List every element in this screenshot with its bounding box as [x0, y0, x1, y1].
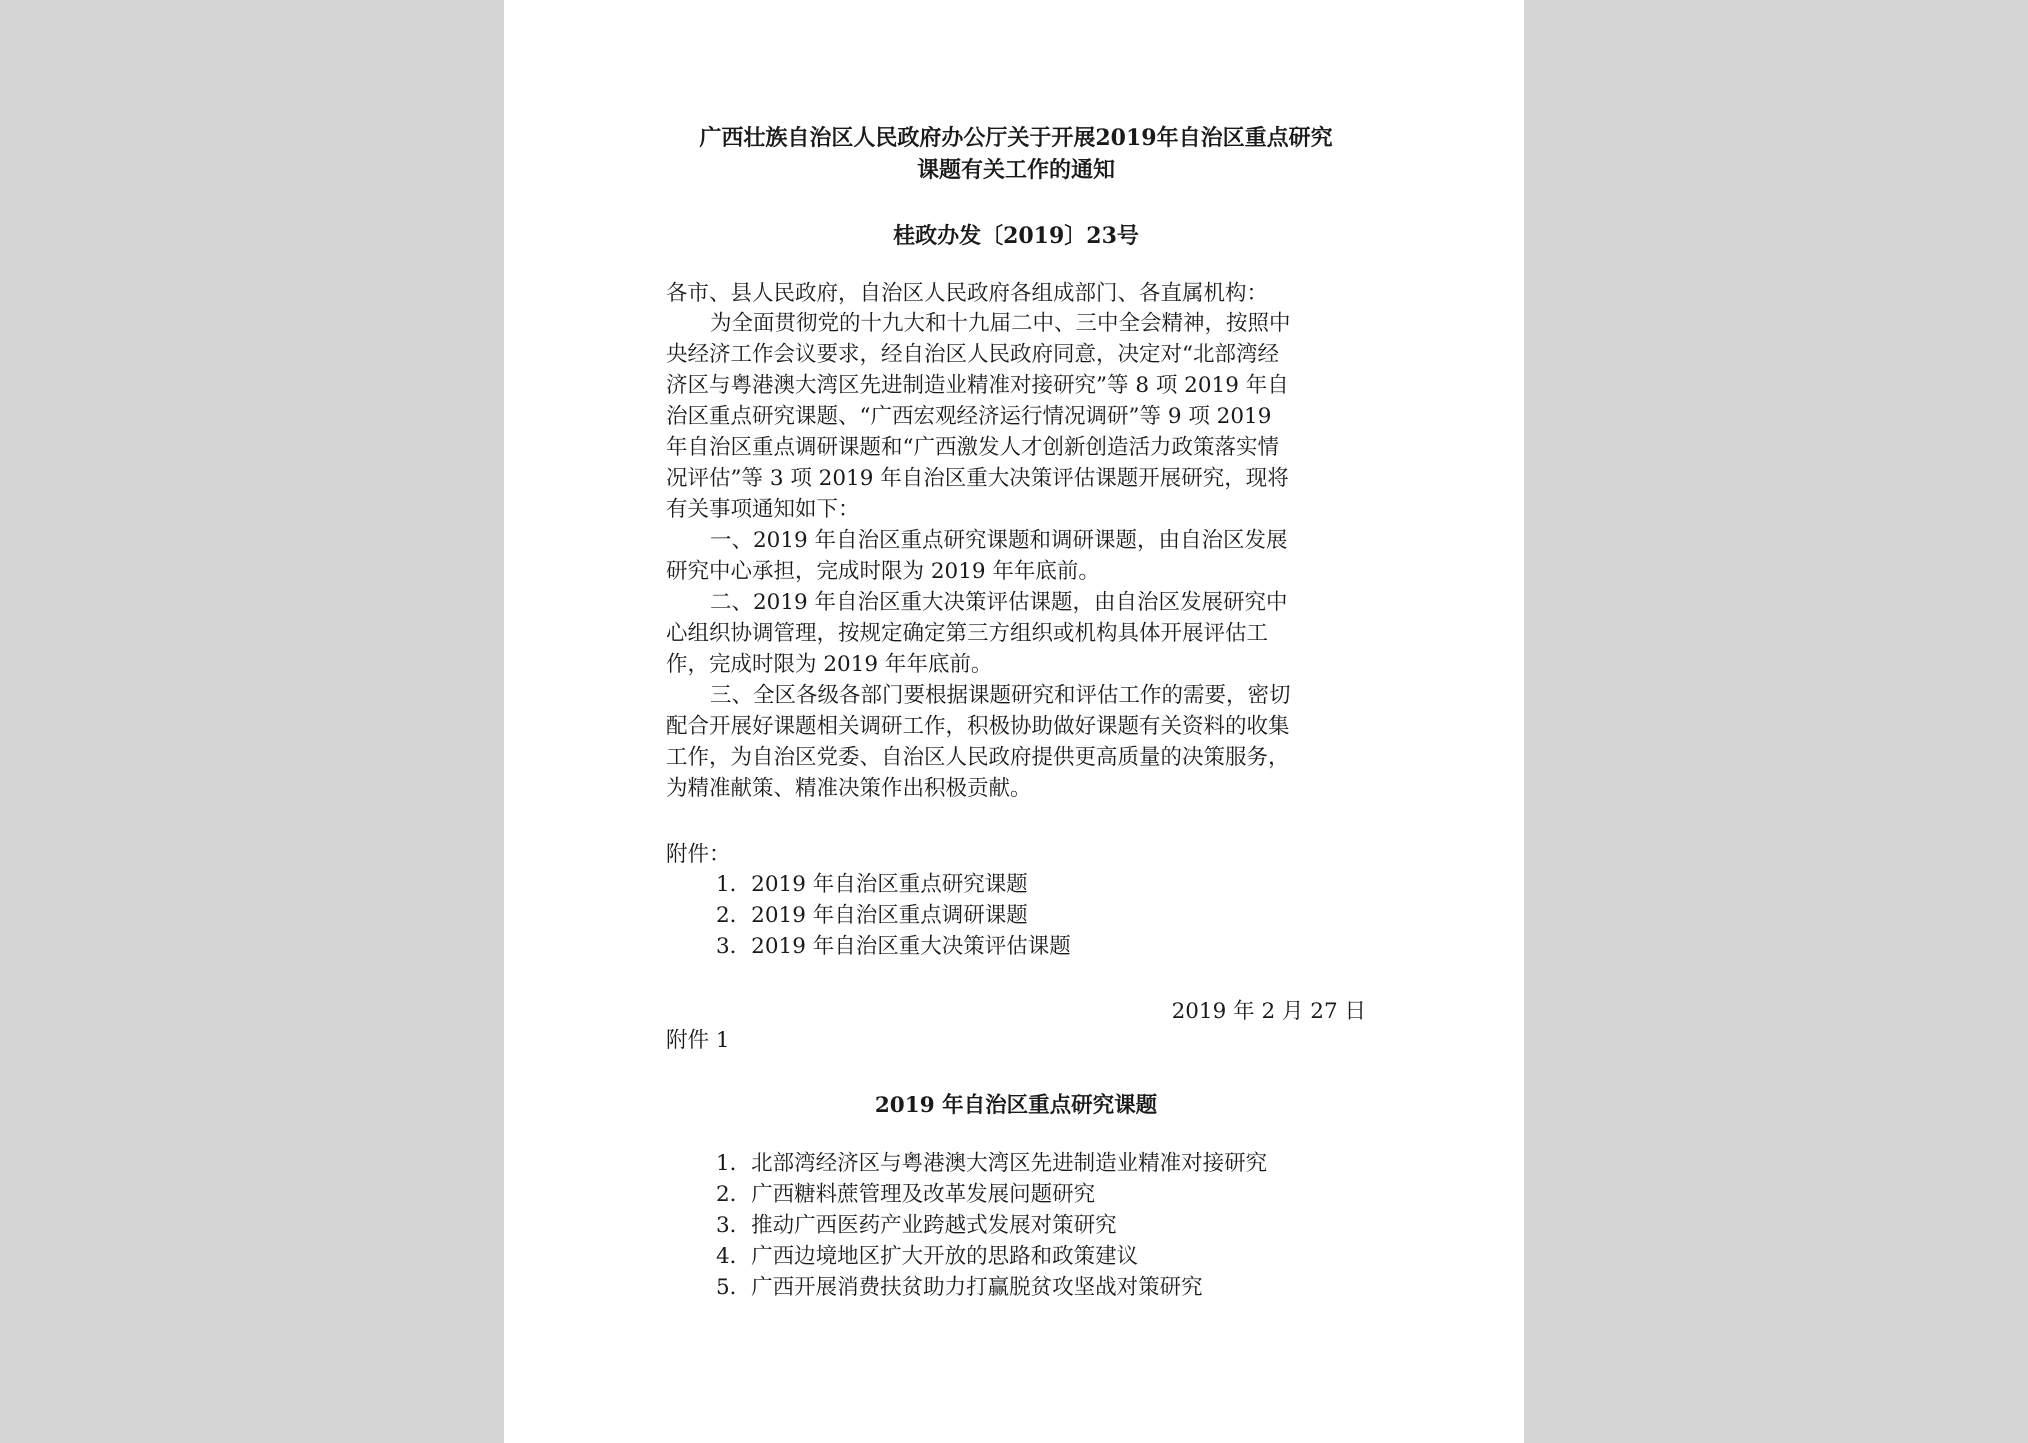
body-line: 为全面贯彻党的十九大和十九届二中、三中全会精神，按照中	[710, 311, 1291, 336]
body-line: 三、全区各级各部门要根据课题研究和评估工作的需要，密切	[710, 683, 1291, 708]
body-line: 为精准献策、精准决策作出积极贡献。	[666, 776, 1032, 801]
body-line: 研究中心承担，完成时限为 2019 年年底前。	[666, 559, 1100, 584]
body-line: 年自治区重点调研课题和“广西激发人才创新创造活力政策落实情	[666, 435, 1279, 460]
document-title-line-1: 广西壮族自治区人民政府办公厅关于开展2019年自治区重点研究	[699, 125, 1333, 151]
body-line: 济区与粤港澳大湾区先进制造业精准对接研究”等 8 项 2019 年自	[666, 373, 1289, 398]
document-page	[504, 0, 1524, 1443]
body-line: 况评估”等 3 项 2019 年自治区重大决策评估课题开展研究，现将	[666, 466, 1289, 491]
issue-date: 2019 年 2 月 27 日	[1171, 999, 1366, 1024]
salutation: 各市、县人民政府，自治区人民政府各组成部门、各直属机构：	[666, 281, 1269, 306]
attachments-label: 附件：	[666, 842, 731, 867]
body-line: 工作，为自治区党委、自治区人民政府提供更高质量的决策服务，	[666, 745, 1290, 770]
document-number: 桂政办发〔2019〕23号	[893, 223, 1139, 249]
body-line: 央经济工作会议要求，经自治区人民政府同意，决定对“北部湾经	[666, 342, 1279, 367]
attachment-item: 1．2019 年自治区重点研究课题	[716, 872, 1028, 897]
annex-item: 2．广西糖料蔗管理及改革发展问题研究	[716, 1182, 1096, 1207]
body-line: 有关事项通知如下：	[666, 497, 860, 522]
annex-item: 3．推动广西医药产业跨越式发展对策研究	[716, 1213, 1117, 1238]
body-line: 心组织协调管理，按规定确定第三方组织或机构具体开展评估工	[666, 621, 1269, 646]
body-line: 作，完成时限为 2019 年年底前。	[666, 652, 993, 677]
body-line: 治区重点研究课题、“广西宏观经济运行情况调研”等 9 项 2019	[666, 404, 1272, 429]
body-line: 配合开展好课题相关调研工作，积极协助做好课题有关资料的收集	[666, 714, 1290, 739]
annex-item: 4．广西边境地区扩大开放的思路和政策建议	[716, 1244, 1139, 1269]
attachment-item: 2．2019 年自治区重点调研课题	[716, 903, 1028, 928]
annex-item: 5．广西开展消费扶贫助力打赢脱贫攻坚战对策研究	[716, 1275, 1203, 1300]
annex-title: 2019 年自治区重点研究课题	[874, 1093, 1158, 1118]
body-line: 一、2019 年自治区重点研究课题和调研课题，由自治区发展	[710, 528, 1288, 553]
document-title-line-2: 课题有关工作的通知	[916, 157, 1115, 183]
annex-item: 1．北部湾经济区与粤港澳大湾区先进制造业精准对接研究	[716, 1151, 1268, 1176]
annex-label: 附件 1	[666, 1028, 730, 1053]
attachment-item: 3．2019 年自治区重大决策评估课题	[716, 934, 1071, 959]
body-line: 二、2019 年自治区重大决策评估课题，由自治区发展研究中	[710, 590, 1288, 615]
